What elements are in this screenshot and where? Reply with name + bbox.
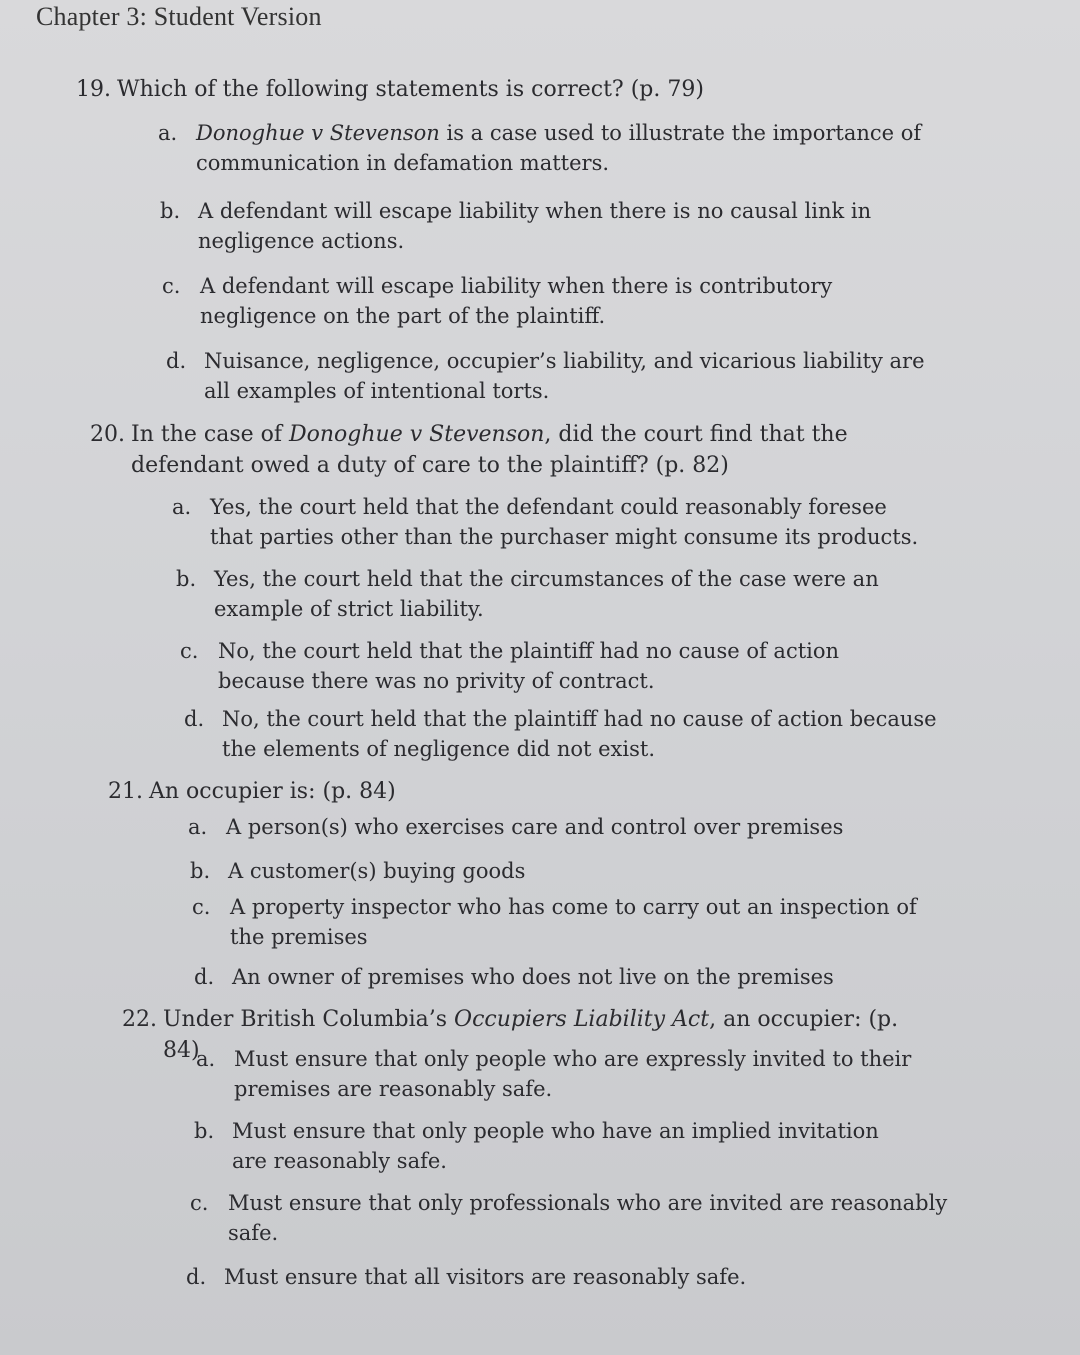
option-letter: a. — [172, 495, 192, 519]
question-19 — [76, 74, 976, 105]
option-text: No, the court held that the plaintiff had no cause of action because there was no privity of contract. — [218, 639, 840, 693]
answer-option-19a[interactable] — [158, 118, 928, 178]
option-letter: b. — [160, 199, 181, 223]
option-text: No, the court held that the plaintiff had no cause of action because the elements of negligence did not exist. — [222, 707, 937, 761]
option-letter: b. — [194, 1119, 215, 1143]
option-text: Must ensure that all visitors are reasonably safe. — [224, 1265, 747, 1289]
option-letter: a. — [188, 815, 208, 839]
option-text: Nuisance, negligence, occupier’s liability, and vicarious liability are all examples of intentional torts. — [204, 349, 925, 403]
option-letter: c. — [190, 1191, 209, 1215]
answer-option-20c[interactable] — [180, 636, 910, 696]
option-letter: c. — [180, 639, 199, 663]
answer-option-20a[interactable] — [172, 492, 932, 552]
question-number: 19. — [76, 77, 111, 102]
option-text: A person(s) who exercises care and control over premises — [226, 815, 844, 839]
question-number: 21. — [108, 779, 143, 804]
option-text: A defendant will escape liability when there is contributory negligence on the part of the plaintiff. — [200, 274, 833, 328]
option-letter: b. — [176, 567, 197, 591]
answer-option-22d[interactable] — [186, 1262, 886, 1292]
option-letter: a. — [158, 121, 178, 145]
option-text: An owner of premises who does not live on the premises — [232, 965, 834, 989]
option-letter: d. — [184, 707, 205, 731]
question-text: Which of the following statements is correct? (p. 79) — [117, 77, 704, 102]
option-text: Must ensure that only people who are expressly invited to their premises are reasonably safe. — [234, 1047, 912, 1101]
option-text: Must ensure that only professionals who are invited are reasonably safe. — [228, 1191, 948, 1245]
option-letter: d. — [194, 965, 215, 989]
answer-option-21a[interactable] — [188, 812, 888, 842]
option-text: A property inspector who has come to carry out an inspection of the premises — [230, 895, 917, 949]
answer-option-22b[interactable] — [194, 1116, 914, 1176]
question-21 — [108, 776, 808, 807]
page-header: Chapter 3: Student Version — [36, 2, 322, 31]
option-text: A customer(s) buying goods — [228, 859, 526, 883]
answer-option-19d[interactable] — [166, 346, 956, 406]
answer-option-19c[interactable] — [162, 271, 862, 331]
answer-option-20b[interactable] — [176, 564, 956, 624]
question-text: An occupier is: (p. 84) — [149, 779, 396, 804]
option-letter: b. — [190, 859, 211, 883]
question-number: 22. — [122, 1007, 157, 1032]
option-text: A defendant will escape liability when there is no causal link in negligence actions. — [198, 199, 872, 253]
answer-option-20d[interactable] — [184, 704, 954, 764]
option-letter: a. — [196, 1047, 216, 1071]
option-letter: d. — [186, 1265, 207, 1289]
option-letter: d. — [166, 349, 187, 373]
answer-option-19b[interactable] — [160, 196, 890, 256]
option-text: Yes, the court held that the defendant could reasonably foresee that parties other than the purchaser might consume its products. — [210, 495, 919, 549]
question-text: In the case of Donoghue v Stevenson, did the court find that the defendant owed a duty of care to the plaintiff? (p. 82) — [131, 422, 848, 478]
option-text: Donoghue v Stevenson is a case used to illustrate the importance of communication in defamation matters. — [196, 121, 922, 175]
question-number: 20. — [90, 422, 125, 447]
answer-option-21c[interactable] — [192, 892, 942, 952]
option-text: Yes, the court held that the circumstances of the case were an example of strict liability. — [214, 567, 879, 621]
answer-option-21b[interactable] — [190, 856, 790, 886]
answer-option-21d[interactable] — [194, 962, 894, 992]
option-letter: c. — [192, 895, 211, 919]
question-20 — [90, 419, 910, 481]
answer-option-22c[interactable] — [190, 1188, 950, 1248]
question-text: Under British Columbia’s Occupiers Liability Act, an occupier: (p. 84) — [163, 1007, 899, 1063]
option-text: Must ensure that only people who have an implied invitation are reasonably safe. — [232, 1119, 879, 1173]
option-letter: c. — [162, 274, 181, 298]
answer-option-22a[interactable] — [196, 1044, 916, 1104]
